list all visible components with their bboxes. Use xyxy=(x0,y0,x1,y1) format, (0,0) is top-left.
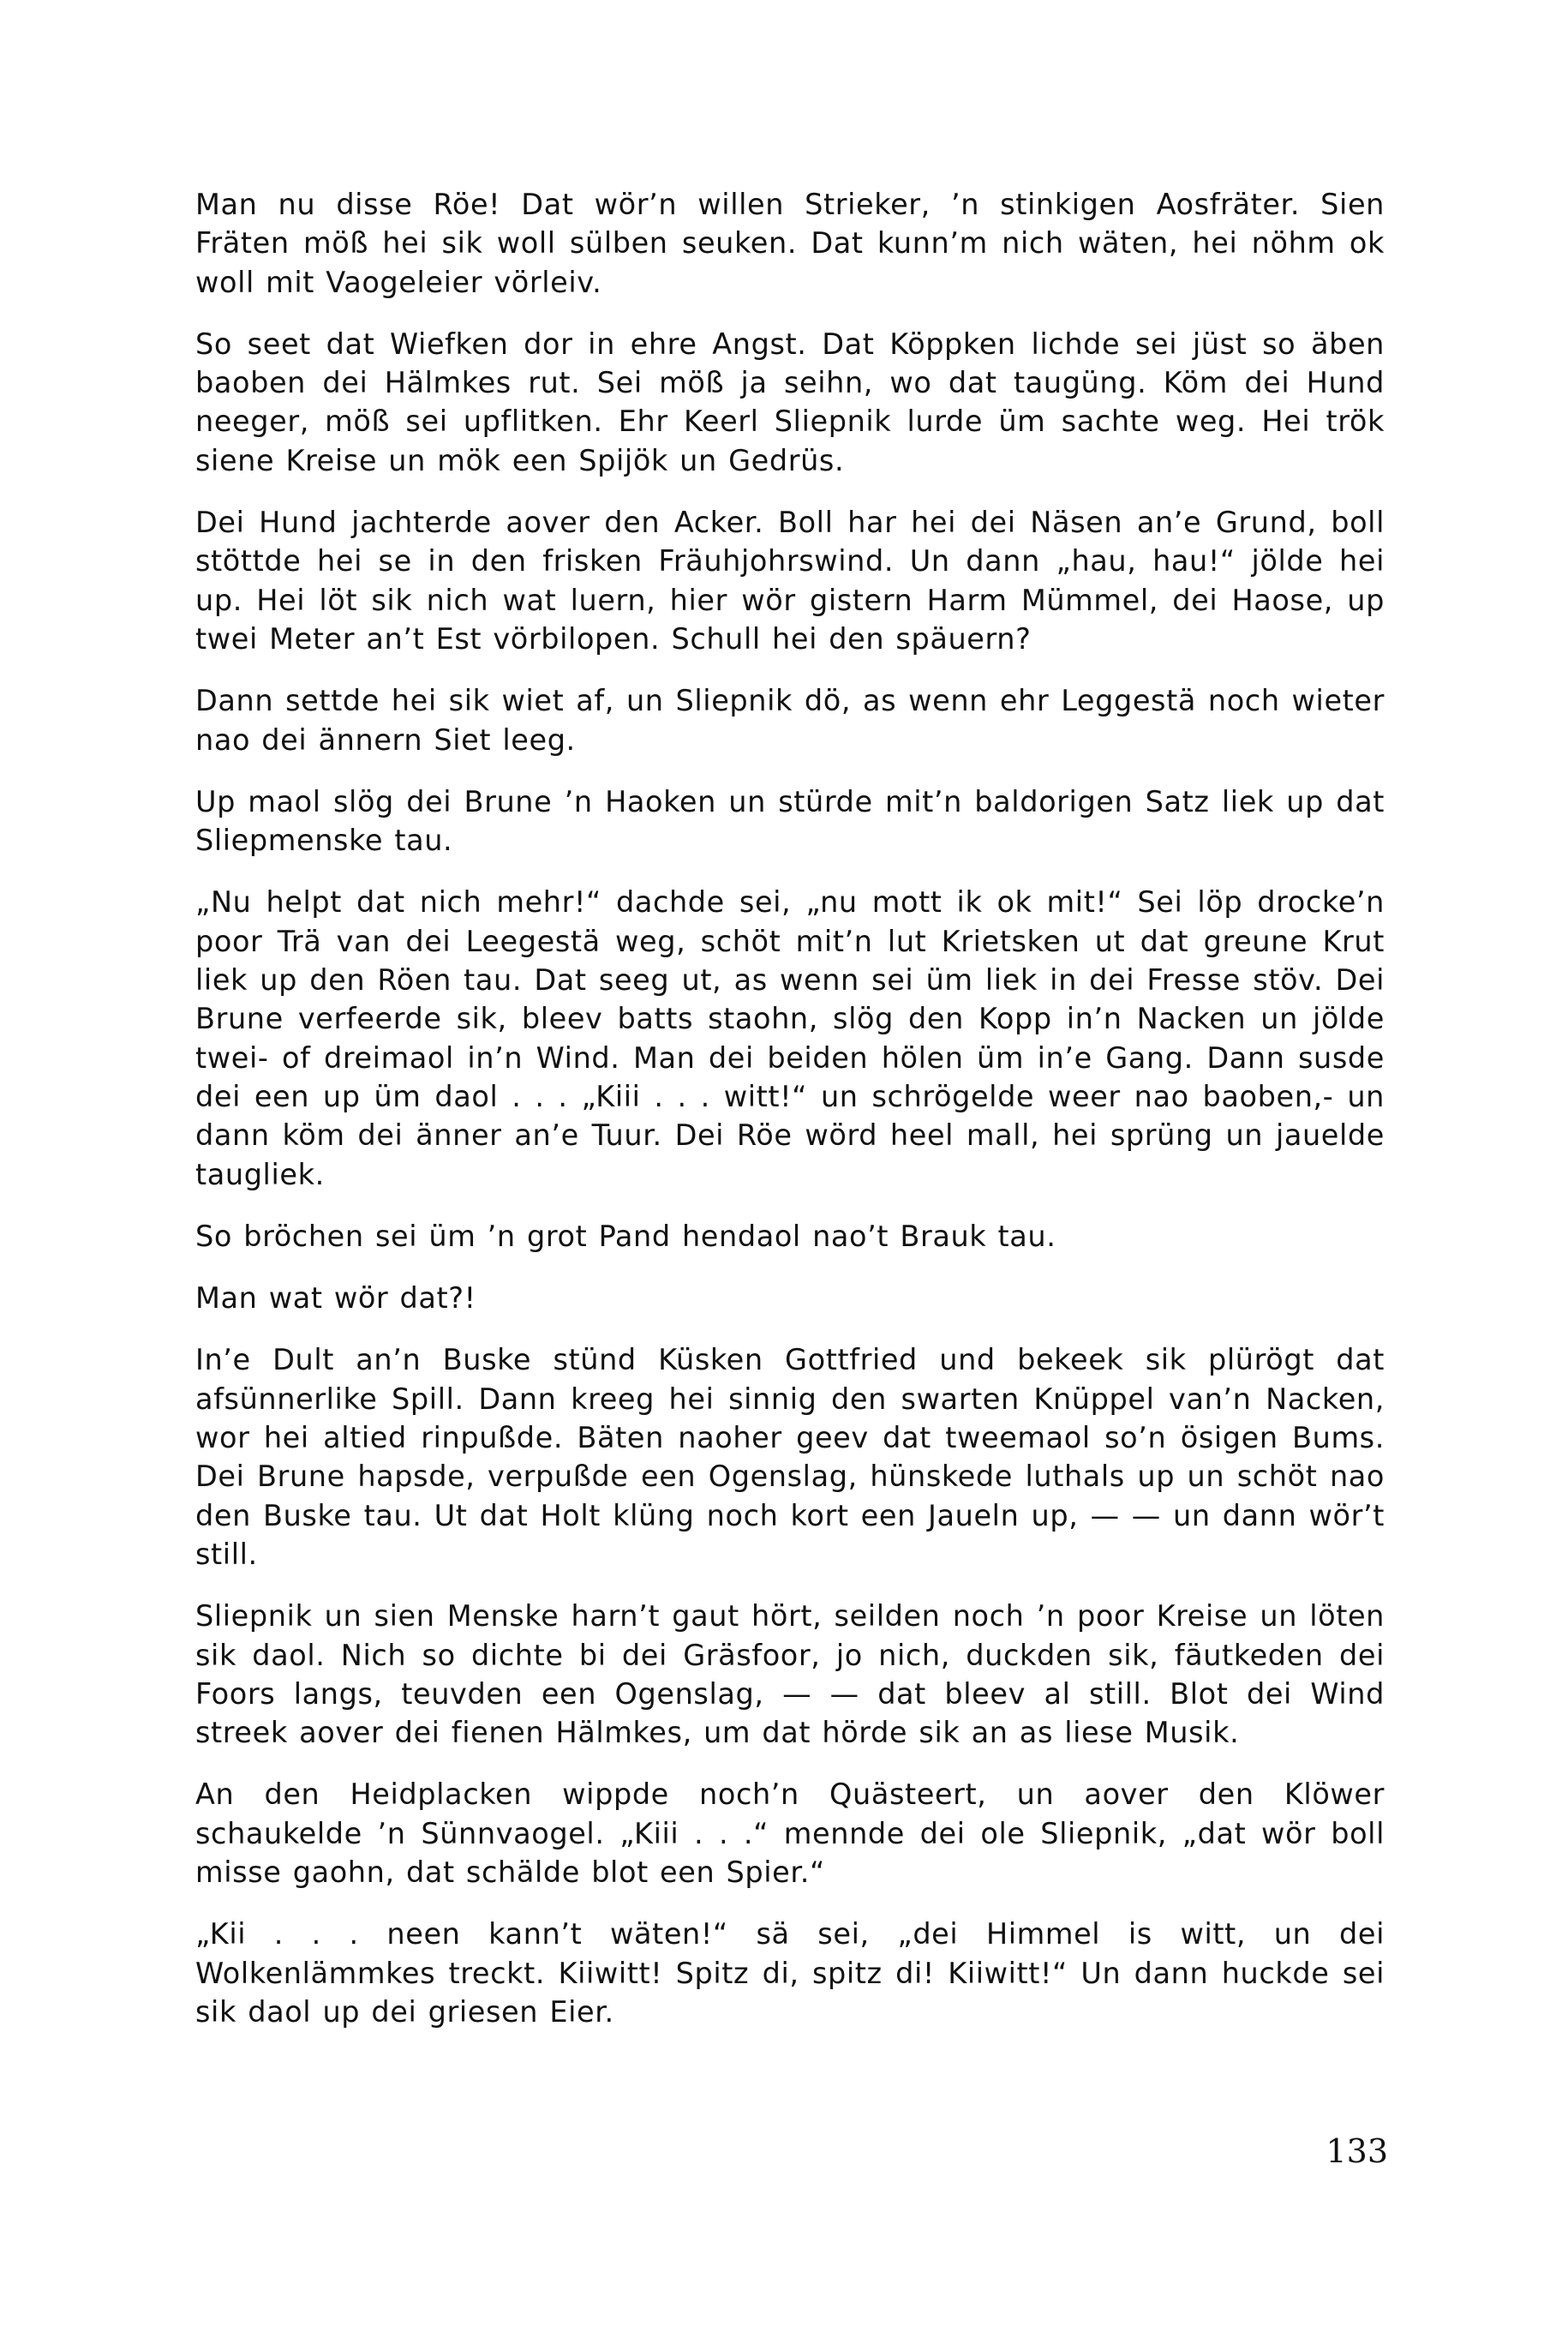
paragraph-2: So seet dat Wiefken dor in ehre Angst. Dat Köppken lichde sei jüst so äben baoben dei Hälmkes rut. Sei möß ja seihn, wo dat taugüng. Köm dei Hund neeger, möß sei upflitken. Ehr Keerl Sliepnik lurde üm sachte weg. Hei trök siene Kreise un mök een Spijök un Gedrüs. xyxy=(195,327,1385,477)
paragraph-3: Dei Hund jachterde aover den Acker. Boll har hei dei Näsen an’e Grund, boll stöttde hei se in den frisken Fräuhjohrswind. Un dann „hau, hau!“ jölde hei up. Hei löt sik nich wat luern, hier wör gistern Harm Mümmel, dei Haose, up twei Meter an’t Est vörbilopen. Schull hei den späuern? xyxy=(195,506,1385,656)
paragraph-4: Dann settde hei sik wiet af, un Sliepnik dö, as wenn ehr Leggestä noch wieter nao dei ännern Siet leeg. xyxy=(195,684,1385,757)
paragraph-9: In’e Dult an’n Buske stünd Küsken Gottfried und bekeek sik plürögt dat afsünnerlike Spill. Dann kreeg hei sinnig den swarten Knüppel van’n Nacken, wor hei altied rinpußde. Bäten naoher geev dat tweemaol so’n ösigen Bums. Dei Brune hapsde, verpußde een Ogenslag, hünskede luthals up un schöt nao den Buske tau. Ut dat Holt klüng noch kort een Jaueln up, — — un dann wör’t still. xyxy=(195,1343,1385,1571)
page-body xyxy=(195,185,1385,2054)
paragraph-6: „Nu helpt dat nich mehr!“ dachde sei, „nu mott ik ok mit!“ Sei löp drocke’n poor Trä van dei Leegestä weg, schöt mit’n lut Krietsken ut dat greune Krut liek up den Röen tau. Dat seeg ut, as wenn sei üm liek in dei Fresse stöv. Dei Brune verfeerde sik, bleev batts staohn, slög den Kopp in’n Nacken un jölde twei- of dreimaol in’n Wind. Man dei beiden hölen üm in’e Gang. Dann susde dei een up üm daol . . . „Kiii . . . witt!“ un schrögelde weer nao baoben,- un dann köm dei änner an’e Tuur. Dei Röe wörd heel mall, hei sprüng un jauelde taugliek. xyxy=(195,885,1385,1191)
paragraph-10: Sliepnik un sien Menske harn’t gaut hört, seilden noch ’n poor Kreise un löten sik daol. Nich so dichte bi dei Gräsfoor, jo nich, duckden sik, fäutkeden dei Foors langs, teuvden een Ogenslag, — — dat bleev al still. Blot dei Wind streek aover dei fienen Hälmkes, um dat hörde sik an as liese Musik. xyxy=(195,1599,1385,1750)
paragraph-7: So bröchen sei üm ’n grot Pand hendaol nao’t Brauk tau. xyxy=(195,1219,1056,1253)
paragraph-12: „Kii . . . neen kann’t wäten!“ sä sei, „dei Himmel is witt, un dei Wolkenlämmkes treckt. Kiiwitt! Spitz di, spitz di! Kiiwitt!“ Un dann huckde sei sik daol up dei griesen Eier. xyxy=(195,1917,1385,2029)
page-number: 133 xyxy=(1326,2132,1388,2170)
paragraph-8: Man wat wör dat?! xyxy=(195,1281,476,1316)
paragraph-5: Up maol slög dei Brune ’n Haoken un stürde mit’n baldorigen Satz liek up dat Sliepmenske tau. xyxy=(195,784,1385,858)
paragraph-11: An den Heidplacken wippde noch’n Quästeert, un aover den Klöwer schaukelde ’n Sünnvaogel. „Kiii . . .“ mennde dei ole Sliepnik, „dat wör boll misse gaohn, dat schälde blot een Spier.“ xyxy=(195,1777,1385,1889)
paragraph-1: Man nu disse Röe! Dat wör’n willen Strieker, ’n stinkigen Aosfräter. Sien Fräten möß hei sik woll sülben seuken. Dat kunn’m nich wäten, hei nöhm ok woll mit Vaogeleier vörleiv. xyxy=(195,188,1385,299)
